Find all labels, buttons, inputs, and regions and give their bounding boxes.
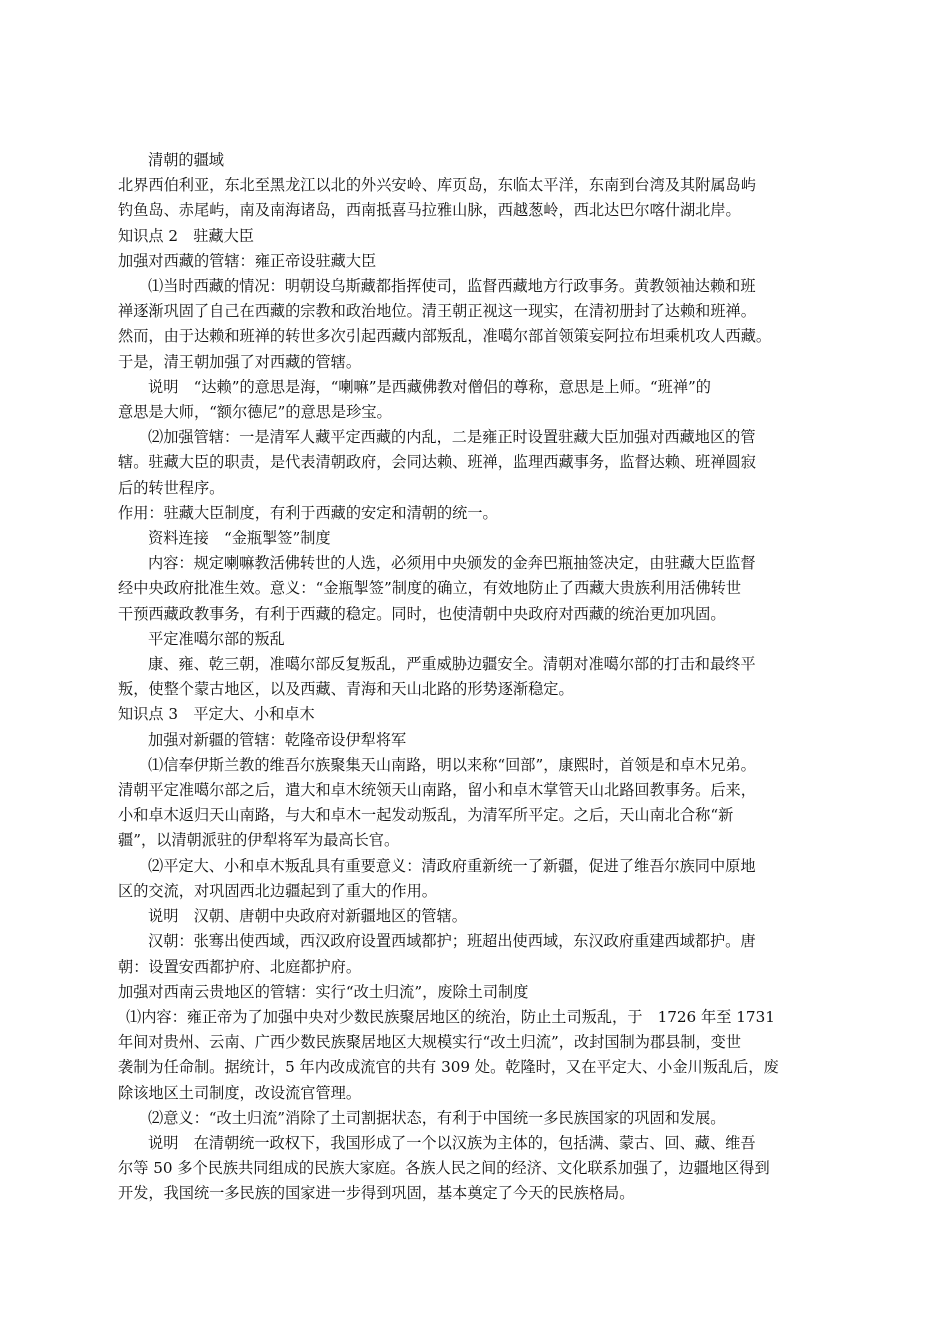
paragraph [118,753,838,854]
paragraph [118,274,838,375]
text-line: 于是，清王朝加强了对西藏的管辖。 [118,352,361,371]
text-line: 禅逐渐巩固了自己在西藏的宗教和政治地位。清王朝正视这一现实，在清初册封了达赖和班禅。 [118,302,756,321]
text-line: 区的交流，对巩固西北边疆起到了重大的作用。 [118,881,437,900]
text-line: 经中央政府批准生效。意义：“金瓶掣签”制度的确立，有效地防止了西藏大贵族利用活佛转世 [118,579,742,598]
paragraph [118,551,838,627]
text-line: 资料连接 “金瓶掣签”制度 [148,529,331,548]
paragraph [118,375,838,425]
text-line: 说明 汉朝、唐朝中央政府对新疆地区的管辖。 [148,907,467,926]
paragraph [118,904,838,929]
text-line: ⑵意义：“改土归流”消除了土司割据状态，有利于中国统一多民族国家的巩固和发展。 [148,1108,726,1127]
paragraph [118,1005,838,1106]
text-line: 平定准噶尔部的叛乱 [148,629,285,648]
text-line: 康、雍、乾三朝，准噶尔部反复叛乱，严重威胁边疆安全。清朝对准噶尔部的打击和最终平 [148,655,756,674]
text-line: 然而，由于达赖和班禅的转世多次引起西藏内部叛乱，准噶尔部首领策妄阿拉布坦乘机攻人西藏。 [118,327,772,346]
paragraph [118,1131,838,1207]
paragraph [118,526,838,551]
text-line: 作用：驻藏大臣制度，有利于西藏的安定和清朝的统一。 [118,503,498,522]
text-line: 加强对西南云贵地区的管辖：实行“改土归流”，废除土司制度 [118,982,529,1001]
text-line: 内容：规定喇嘛教活佛转世的人选，必须用中央颁发的金奔巴瓶抽签决定，由驻藏大臣监督 [148,554,756,573]
text-line: 干预西藏政教事务，有利于西藏的稳定。同时，也使清朝中央政府对西藏的统治更加巩固。 [118,604,726,623]
text-line: 朝：设置安西都护府、北庭都护府。 [118,957,361,976]
text-line: 意思是大师，“额尔德尼”的意思是珍宝。 [118,403,392,422]
paragraph [118,702,838,727]
text-line: ⑴内容：雍正帝为了加强中央对少数民族聚居地区的统治，防止土司叛乱，于 1726 年至 1731 [126,1007,775,1026]
text-line: 除该地区土司制度，改设流官管理。 [118,1083,361,1102]
text-line: 说明 在清朝统一政权下，我国形成了一个以汉族为主体的，包括满、蒙古、回、藏、维吾 [148,1133,756,1152]
paragraph [118,501,838,526]
text-line: 辖。驻藏大臣的职责，是代表清朝政府，会同达赖、班禅，监理西藏事务，监督达赖、班禅圆寂 [118,453,756,472]
paragraph [118,148,838,173]
text-line: 疆”，以清朝派驻的伊犁将军为最高长官。 [118,831,400,850]
text-line: 加强对新疆的管辖：乾隆帝设伊犁将军 [148,730,407,749]
document-body [118,148,838,1207]
text-line: 小和卓木返归天山南路，与大和卓木一起发动叛乱，为清军所平定。之后，天山南北合称“新 [118,806,734,825]
text-line: 清朝的疆域 [148,151,224,169]
text-line: 叛，使整个蒙古地区，以及西藏、青海和天山北路的形势逐渐稳定。 [118,680,574,699]
text-line: 清朝平定准噶尔部之后，遣大和卓木统领天山南路，留小和卓木掌管天山北路回教事务。后来， [118,781,756,800]
paragraph [118,929,838,979]
text-line: 开发，我国统一多民族的国家进一步得到巩固，基本奠定了今天的民族格局。 [118,1184,635,1203]
paragraph [118,1106,838,1131]
paragraph [118,249,838,274]
text-line: 年间对贵州、云南、广西少数民族聚居地区大规模实行“改土归流”，改封国制为郡县制，变世 [118,1033,742,1052]
text-line: 说明 “达赖”的意思是海，“喇嘛”是西藏佛教对僧侣的尊称，意思是上师。“班禅”的 [148,377,711,396]
text-line: 知识点 2 驻藏大臣 [118,226,254,245]
text-line: 尔等 50 多个民族共同组成的民族大家庭。各族人民之间的经济、文化联系加强了，边疆地区得到 [118,1159,770,1178]
text-line: 加强对西藏的管辖：雍正帝设驻藏大臣 [118,251,377,270]
paragraph [118,652,838,702]
text-line: 北界西伯利亚，东北至黑龙江以北的外兴安岭、库页岛，东临太平洋，东南到台湾及其附属岛屿 [118,176,756,195]
text-line: 知识点 3 平定大、小和卓木 [118,705,315,724]
text-line: ⑵平定大、小和卓木叛乱具有重要意义：清政府重新统一了新疆，促进了维吾尔族同中原地 [148,856,756,875]
paragraph [118,854,838,904]
text-line: ⑴信奉伊斯兰教的维吾尔族聚集天山南路，明以来称“回部”，康熙时，首领是和卓木兄弟。 [148,755,756,774]
text-line: 汉朝：张骞出使西域，西汉政府设置西域都护；班超出使西域，东汉政府重建西域都护。唐 [148,932,756,951]
text-line: ⑵加强管辖：一是清军人藏平定西藏的内乱，二是雍正时设置驻藏大臣加强对西藏地区的管 [148,428,756,447]
paragraph [118,173,838,223]
paragraph [118,224,838,249]
paragraph [118,627,838,652]
text-line: 钓鱼岛、赤尾屿，南及南海诸岛，西南抵喜马拉雅山脉，西越葱岭，西北达巴尔喀什湖北岸。 [118,201,741,220]
text-line: 袭制为任命制。据统计，5 年内改成流官的共有 309 处。乾隆时，又在平定大、小金川叛乱后，废 [118,1058,779,1077]
text-line: ⑴当时西藏的情况：明朝设乌斯藏都指挥使司，监督西藏地方行政事务。黄教领袖达赖和班 [148,277,756,296]
paragraph [118,425,838,501]
text-line: 后的转世程序。 [118,478,225,497]
paragraph [118,980,838,1005]
paragraph [118,728,838,753]
